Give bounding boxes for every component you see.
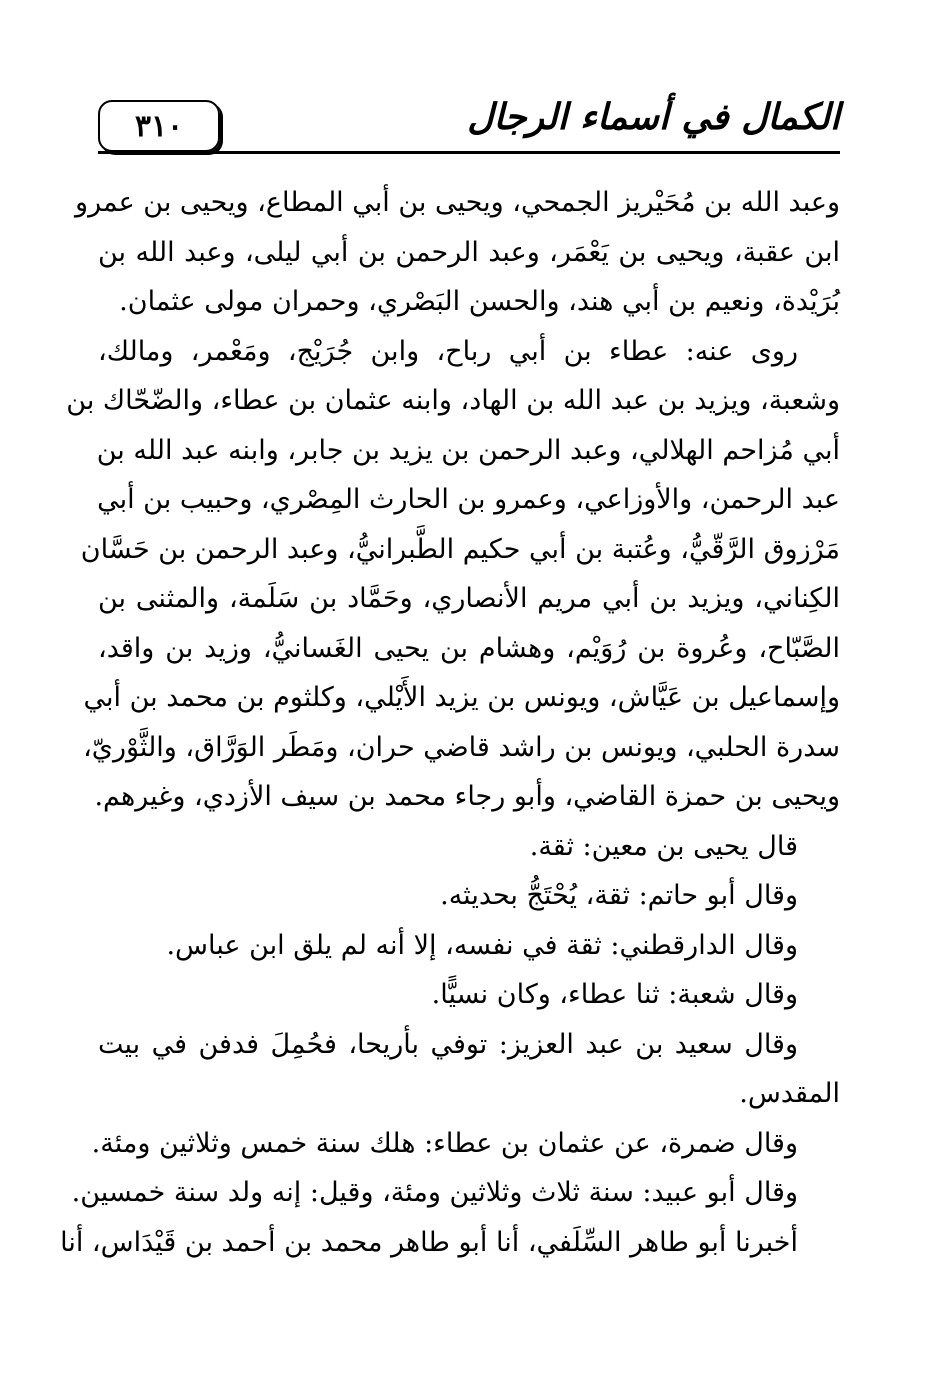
text-line: وقال سعيد بن عبد العزيز: توفي بأريحا، فحُمِلَ فدفن في بيت: [98, 1028, 798, 1060]
text-line: ويحيى بن حمزة القاضي، وأبو رجاء محمد بن سيف الأزدي، وغيرهم.: [94, 781, 840, 812]
page-number: ٣١٠: [134, 108, 184, 144]
text-line: عبد الرحمن، والأوزاعي، وعمرو بن الحارث المِصْري، وحبيب بن أبي: [97, 484, 840, 515]
text-line: مَرْزوق الرَّقّيُّ، وعُتبة بن أبي حكيم الطَّبرانيُّ، وعبد الرحمن بن حَسَّان: [80, 533, 840, 565]
text-line: وقال ضمرة، عن عثمان بن عطاء: هلك سنة خمس وثلاثين ومئة.: [91, 1127, 798, 1159]
text-line: روى عنه: عطاء بن أبي رباح، وابن جُرَيْج، ومَعْمر، ومالك،: [98, 335, 798, 367]
text-line: وقال الدارقطني: ثقة في نفسه، إلا أنه لم يلق ابن عباس.: [166, 929, 798, 961]
text-line: قال يحيى بن معين: ثقة.: [529, 830, 798, 862]
running-header: [98, 88, 840, 154]
header-rule: [98, 151, 840, 154]
text-line: وإسماعيل بن عَيَّاش، ويونس بن يزيد الأَيْلي، وكلثوم بن محمد بن أبي: [83, 682, 840, 713]
text-line: وقال أبو عبيد: سنة ثلاث وثلاثين ومئة، وقيل: إنه ولد سنة خمسين.: [71, 1177, 798, 1208]
text-line: وشعبة، ويزيد بن عبد الله بن الهاد، وابنه عثمان بن عطاء، والضّحّاك بن: [66, 385, 840, 416]
text-line: سدرة الحلبي، ويونس بن راشد قاضي حران، ومَطَر الوَرَّاق، والثَّوْريّ،: [83, 731, 840, 763]
text-line: وقال شعبة: ثنا عطاء، وكان نسيًّا.: [431, 979, 798, 1010]
book-title: الكمال في أسماء الرجال: [467, 96, 840, 138]
text-line: أخبرنا أبو طاهر السِّلَفي، أنا أبو طاهر محمد بن أحمد بن قَيْدَاس، أنا: [60, 1226, 798, 1258]
page-number-box: [98, 100, 220, 152]
text-line: الكِناني، ويزيد بن أبي مريم الأنصاري، وحَمَّاد بن سَلَمة، والمثنى بن: [98, 583, 840, 614]
text-line: أبي مُزاحم الهلالي، وعبد الرحمن بن يزيد بن جابر، وابنه عبد الله بن: [96, 434, 840, 466]
text-line: بُرَيْدة، ونعيم بن أبي هند، والحسن البَصْري، وحمران مولى عثمان.: [119, 286, 840, 317]
text-line: الصَّبّاح، وعُروة بن رُوَيْم، وهشام بن يحيى الغَسانيُّ، وزيد بن واقد،: [98, 632, 840, 664]
text-line: وعبد الله بن مُحَيْريز الجمحي، ويحيى بن أبي المطاع، ويحيى بن عمرو: [75, 187, 840, 218]
text-line: ابن عقبة، ويحيى بن يَعْمَر، وعبد الرحمن بن أبي ليلى، وعبد الله بن: [98, 236, 840, 268]
text-line: وقال أبو حاتم: ثقة، يُحْتَجُّ بحديثه.: [440, 880, 798, 911]
main-text: [60, 178, 840, 1267]
text-line: المقدس.: [739, 1078, 840, 1109]
